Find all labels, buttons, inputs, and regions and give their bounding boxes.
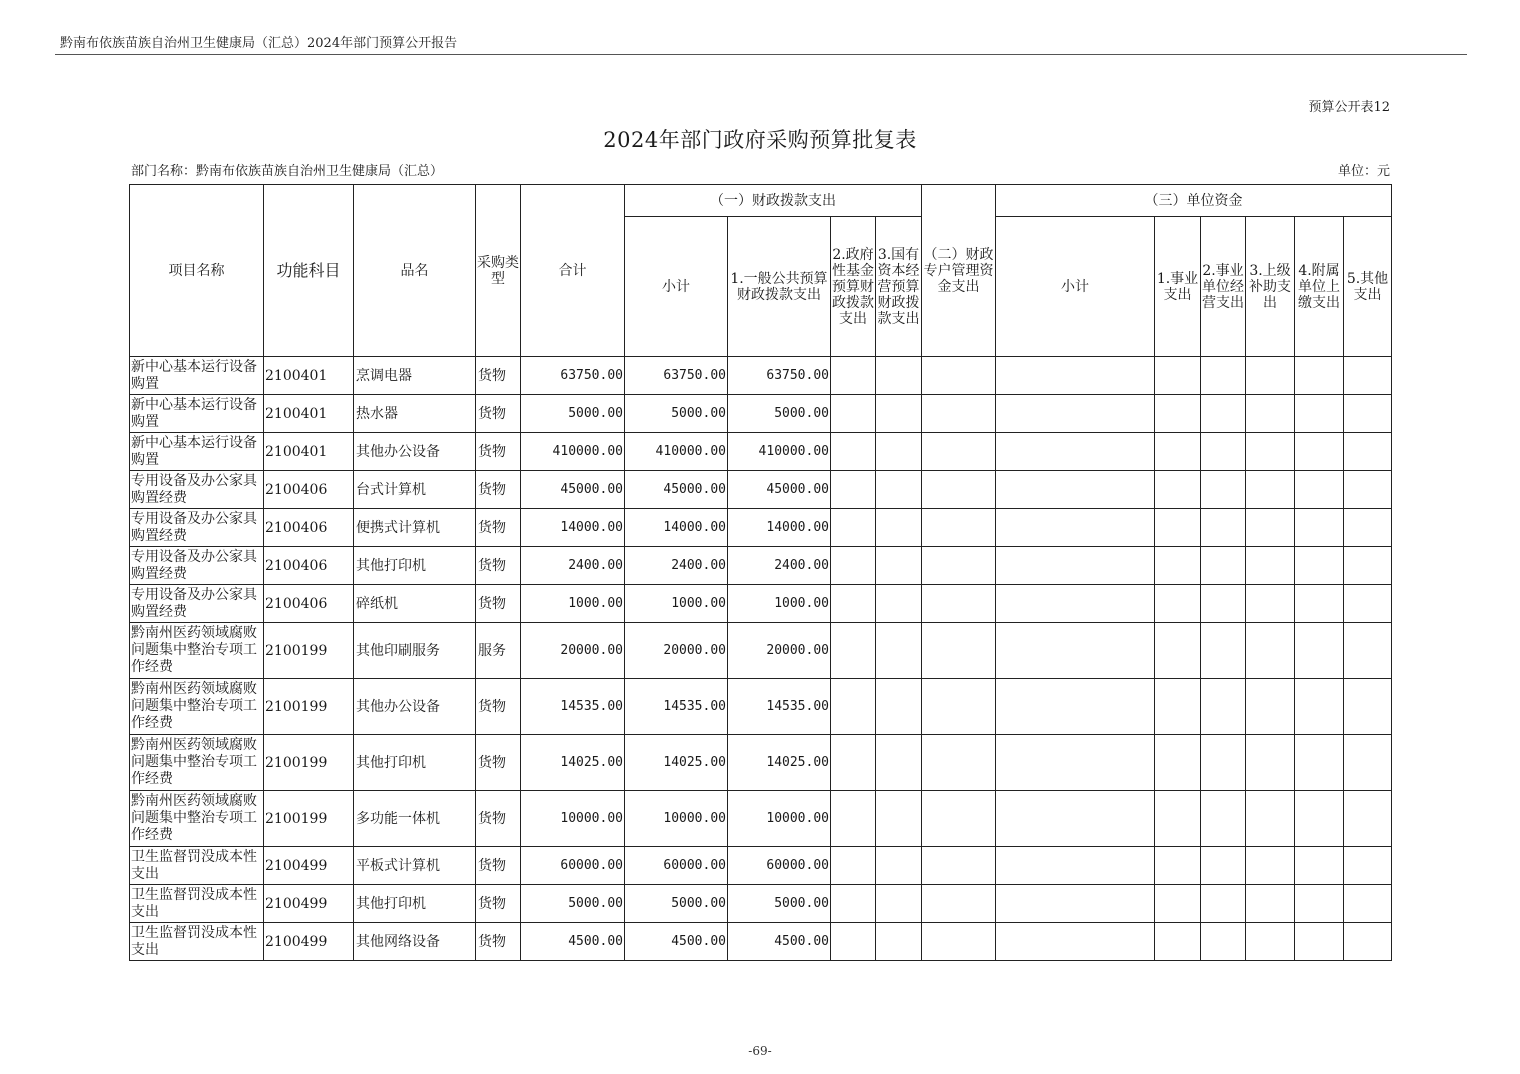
cell-fiscal-subtotal: 5000.00	[625, 395, 728, 433]
cell-other-expense	[1344, 623, 1392, 679]
cell-unit-subtotal	[996, 357, 1155, 395]
cell-state-capital	[876, 623, 922, 679]
cell-other-expense	[1344, 357, 1392, 395]
cell-item-name: 便携式计算机	[354, 509, 476, 547]
cell-superior-subsidy	[1246, 433, 1295, 471]
cell-special-fund	[922, 791, 996, 847]
cell-other-expense	[1344, 509, 1392, 547]
cell-career-operation	[1201, 585, 1246, 623]
cell-fiscal-subtotal: 20000.00	[625, 623, 728, 679]
cell-career-operation	[1201, 735, 1246, 791]
cell-gov-fund	[831, 509, 876, 547]
cell-total: 14025.00	[521, 735, 625, 791]
col-group-unit: （三）单位资金	[996, 185, 1392, 217]
cell-fiscal-subtotal: 45000.00	[625, 471, 728, 509]
cell-function-code: 2100199	[264, 679, 354, 735]
col-purchase-type: 采购类型	[476, 185, 521, 357]
cell-general-budget: 410000.00	[728, 433, 831, 471]
cell-superior-subsidy	[1246, 847, 1295, 885]
cell-general-budget: 45000.00	[728, 471, 831, 509]
cell-career-expense	[1155, 847, 1201, 885]
table-row	[130, 547, 1392, 585]
cell-fiscal-subtotal: 10000.00	[625, 791, 728, 847]
cell-fiscal-subtotal: 14535.00	[625, 679, 728, 735]
cell-total: 410000.00	[521, 433, 625, 471]
cell-special-fund	[922, 735, 996, 791]
cell-state-capital	[876, 735, 922, 791]
cell-total: 60000.00	[521, 847, 625, 885]
unit-label: 单位：元	[1337, 164, 1390, 179]
cell-special-fund	[922, 395, 996, 433]
cell-general-budget: 14025.00	[728, 735, 831, 791]
cell-gov-fund	[831, 679, 876, 735]
cell-affiliated-payment	[1295, 679, 1344, 735]
cell-general-budget: 5000.00	[728, 395, 831, 433]
cell-affiliated-payment	[1295, 885, 1344, 923]
cell-item-name: 其他打印机	[354, 735, 476, 791]
cell-function-code: 2100499	[264, 885, 354, 923]
cell-special-fund	[922, 923, 996, 961]
cell-fiscal-subtotal: 1000.00	[625, 585, 728, 623]
table-row	[130, 885, 1392, 923]
cell-affiliated-payment	[1295, 357, 1344, 395]
cell-project-name: 专用设备及办公家具购置经费	[130, 547, 264, 585]
cell-career-expense	[1155, 585, 1201, 623]
cell-purchase-type: 服务	[476, 623, 521, 679]
col-function-code: 功能科目	[264, 185, 354, 357]
cell-total: 20000.00	[521, 623, 625, 679]
cell-gov-fund	[831, 433, 876, 471]
col-total: 合计	[521, 185, 625, 357]
cell-fiscal-subtotal: 410000.00	[625, 433, 728, 471]
cell-general-budget: 5000.00	[728, 885, 831, 923]
cell-affiliated-payment	[1295, 433, 1344, 471]
cell-superior-subsidy	[1246, 547, 1295, 585]
cell-career-operation	[1201, 509, 1246, 547]
cell-general-budget: 1000.00	[728, 585, 831, 623]
header-divider	[55, 54, 1467, 55]
cell-item-name: 多功能一体机	[354, 791, 476, 847]
col-general-budget: 1.一般公共预算财政拨款支出	[728, 217, 831, 357]
cell-superior-subsidy	[1246, 585, 1295, 623]
cell-other-expense	[1344, 847, 1392, 885]
cell-superior-subsidy	[1246, 509, 1295, 547]
cell-unit-subtotal	[996, 585, 1155, 623]
cell-fiscal-subtotal: 4500.00	[625, 923, 728, 961]
table-row	[130, 357, 1392, 395]
cell-career-expense	[1155, 357, 1201, 395]
cell-unit-subtotal	[996, 885, 1155, 923]
cell-career-expense	[1155, 395, 1201, 433]
col-item-name: 品名	[354, 185, 476, 357]
cell-project-name: 新中心基本运行设备购置	[130, 395, 264, 433]
col-career-expense: 1.事业支出	[1155, 217, 1201, 357]
cell-other-expense	[1344, 471, 1392, 509]
cell-project-name: 新中心基本运行设备购置	[130, 357, 264, 395]
cell-purchase-type: 货物	[476, 471, 521, 509]
cell-total: 45000.00	[521, 471, 625, 509]
cell-unit-subtotal	[996, 847, 1155, 885]
cell-affiliated-payment	[1295, 791, 1344, 847]
cell-career-operation	[1201, 679, 1246, 735]
cell-other-expense	[1344, 395, 1392, 433]
table-row	[130, 585, 1392, 623]
cell-unit-subtotal	[996, 679, 1155, 735]
cell-state-capital	[876, 357, 922, 395]
cell-project-name: 卫生监督罚没成本性支出	[130, 923, 264, 961]
cell-career-expense	[1155, 547, 1201, 585]
cell-item-name: 其他打印机	[354, 547, 476, 585]
cell-state-capital	[876, 679, 922, 735]
cell-gov-fund	[831, 791, 876, 847]
table-row	[130, 509, 1392, 547]
cell-purchase-type: 货物	[476, 433, 521, 471]
cell-state-capital	[876, 791, 922, 847]
cell-state-capital	[876, 923, 922, 961]
cell-special-fund	[922, 509, 996, 547]
cell-superior-subsidy	[1246, 885, 1295, 923]
cell-state-capital	[876, 547, 922, 585]
cell-unit-subtotal	[996, 509, 1155, 547]
cell-function-code: 2100199	[264, 791, 354, 847]
cell-general-budget: 14535.00	[728, 679, 831, 735]
cell-special-fund	[922, 885, 996, 923]
cell-general-budget: 10000.00	[728, 791, 831, 847]
cell-item-name: 热水器	[354, 395, 476, 433]
col-fiscal-subtotal: 小计	[625, 217, 728, 357]
cell-other-expense	[1344, 547, 1392, 585]
cell-total: 14535.00	[521, 679, 625, 735]
cell-project-name: 卫生监督罚没成本性支出	[130, 885, 264, 923]
cell-state-capital	[876, 509, 922, 547]
cell-purchase-type: 货物	[476, 395, 521, 433]
cell-purchase-type: 货物	[476, 885, 521, 923]
cell-total: 10000.00	[521, 791, 625, 847]
cell-function-code: 2100199	[264, 735, 354, 791]
cell-purchase-type: 货物	[476, 679, 521, 735]
cell-special-fund	[922, 623, 996, 679]
cell-unit-subtotal	[996, 395, 1155, 433]
table-code-label: 预算公开表12	[1308, 100, 1390, 115]
cell-total: 1000.00	[521, 585, 625, 623]
cell-total: 5000.00	[521, 885, 625, 923]
col-unit-subtotal: 小计	[996, 217, 1155, 357]
cell-project-name: 黔南州医药领域腐败问题集中整治专项工作经费	[130, 679, 264, 735]
cell-item-name: 其他印刷服务	[354, 623, 476, 679]
cell-career-expense	[1155, 509, 1201, 547]
cell-career-operation	[1201, 357, 1246, 395]
cell-general-budget: 14000.00	[728, 509, 831, 547]
cell-special-fund	[922, 471, 996, 509]
cell-career-operation	[1201, 623, 1246, 679]
cell-function-code: 2100499	[264, 923, 354, 961]
cell-affiliated-payment	[1295, 395, 1344, 433]
cell-project-name: 新中心基本运行设备购置	[130, 433, 264, 471]
cell-unit-subtotal	[996, 547, 1155, 585]
cell-other-expense	[1344, 885, 1392, 923]
cell-gov-fund	[831, 847, 876, 885]
cell-fiscal-subtotal: 14000.00	[625, 509, 728, 547]
col-other-expense: 5.其他支出	[1344, 217, 1392, 357]
table-row	[130, 791, 1392, 847]
cell-item-name: 其他办公设备	[354, 433, 476, 471]
table-row	[130, 433, 1392, 471]
cell-other-expense	[1344, 585, 1392, 623]
col-special-fund: （二）财政专户管理资金支出	[922, 185, 996, 357]
cell-unit-subtotal	[996, 923, 1155, 961]
cell-superior-subsidy	[1246, 357, 1295, 395]
department-label: 部门名称：黔南布依族苗族自治州卫生健康局（汇总）	[131, 164, 444, 179]
cell-affiliated-payment	[1295, 623, 1344, 679]
cell-project-name: 专用设备及办公家具购置经费	[130, 471, 264, 509]
table-row	[130, 623, 1392, 679]
cell-career-expense	[1155, 433, 1201, 471]
cell-state-capital	[876, 395, 922, 433]
cell-purchase-type: 货物	[476, 735, 521, 791]
cell-unit-subtotal	[996, 433, 1155, 471]
cell-purchase-type: 货物	[476, 923, 521, 961]
table-row	[130, 395, 1392, 433]
cell-career-expense	[1155, 791, 1201, 847]
report-header-title: 黔南布依族苗族自治州卫生健康局（汇总）2024年部门预算公开报告	[60, 36, 458, 51]
cell-function-code: 2100406	[264, 509, 354, 547]
cell-other-expense	[1344, 735, 1392, 791]
cell-gov-fund	[831, 357, 876, 395]
cell-affiliated-payment	[1295, 509, 1344, 547]
cell-affiliated-payment	[1295, 471, 1344, 509]
cell-unit-subtotal	[996, 791, 1155, 847]
cell-general-budget: 63750.00	[728, 357, 831, 395]
cell-item-name: 其他打印机	[354, 885, 476, 923]
cell-item-name: 其他网络设备	[354, 923, 476, 961]
cell-other-expense	[1344, 679, 1392, 735]
cell-career-operation	[1201, 395, 1246, 433]
cell-career-operation	[1201, 885, 1246, 923]
procurement-budget-table	[129, 184, 1392, 961]
cell-total: 63750.00	[521, 357, 625, 395]
cell-career-expense	[1155, 735, 1201, 791]
cell-total: 5000.00	[521, 395, 625, 433]
col-career-operation: 2.事业单位经营支出	[1201, 217, 1246, 357]
cell-career-expense	[1155, 679, 1201, 735]
cell-general-budget: 2400.00	[728, 547, 831, 585]
cell-item-name: 其他办公设备	[354, 679, 476, 735]
cell-general-budget: 60000.00	[728, 847, 831, 885]
cell-total: 14000.00	[521, 509, 625, 547]
cell-fiscal-subtotal: 60000.00	[625, 847, 728, 885]
cell-other-expense	[1344, 791, 1392, 847]
cell-gov-fund	[831, 923, 876, 961]
cell-superior-subsidy	[1246, 679, 1295, 735]
cell-superior-subsidy	[1246, 395, 1295, 433]
col-gov-fund: 2.政府性基金预算财政拨款支出	[831, 217, 876, 357]
cell-special-fund	[922, 547, 996, 585]
table-row	[130, 923, 1392, 961]
cell-function-code: 2100401	[264, 395, 354, 433]
cell-gov-fund	[831, 471, 876, 509]
cell-affiliated-payment	[1295, 923, 1344, 961]
cell-function-code: 2100401	[264, 433, 354, 471]
cell-project-name: 黔南州医药领域腐败问题集中整治专项工作经费	[130, 623, 264, 679]
cell-project-name: 专用设备及办公家具购置经费	[130, 509, 264, 547]
cell-state-capital	[876, 471, 922, 509]
cell-function-code: 2100199	[264, 623, 354, 679]
cell-function-code: 2100401	[264, 357, 354, 395]
cell-project-name: 专用设备及办公家具购置经费	[130, 585, 264, 623]
cell-fiscal-subtotal: 5000.00	[625, 885, 728, 923]
cell-career-operation	[1201, 791, 1246, 847]
cell-career-expense	[1155, 885, 1201, 923]
cell-gov-fund	[831, 885, 876, 923]
cell-special-fund	[922, 433, 996, 471]
cell-item-name: 台式计算机	[354, 471, 476, 509]
col-project-name: 项目名称	[130, 185, 264, 357]
cell-career-operation	[1201, 433, 1246, 471]
cell-unit-subtotal	[996, 623, 1155, 679]
cell-unit-subtotal	[996, 471, 1155, 509]
cell-affiliated-payment	[1295, 547, 1344, 585]
cell-state-capital	[876, 585, 922, 623]
cell-fiscal-subtotal: 14025.00	[625, 735, 728, 791]
cell-affiliated-payment	[1295, 735, 1344, 791]
cell-affiliated-payment	[1295, 585, 1344, 623]
cell-affiliated-payment	[1295, 847, 1344, 885]
cell-career-operation	[1201, 547, 1246, 585]
cell-gov-fund	[831, 585, 876, 623]
cell-superior-subsidy	[1246, 791, 1295, 847]
cell-total: 4500.00	[521, 923, 625, 961]
cell-career-operation	[1201, 847, 1246, 885]
page-title: 2024年部门政府采购预算批复表	[603, 128, 917, 152]
cell-special-fund	[922, 357, 996, 395]
cell-function-code: 2100406	[264, 547, 354, 585]
col-state-capital: 3.国有资本经营预算财政拨款支出	[876, 217, 922, 357]
cell-career-operation	[1201, 923, 1246, 961]
cell-state-capital	[876, 847, 922, 885]
cell-state-capital	[876, 433, 922, 471]
cell-special-fund	[922, 847, 996, 885]
table-body	[130, 357, 1392, 961]
cell-project-name: 黔南州医药领域腐败问题集中整治专项工作经费	[130, 735, 264, 791]
table-row	[130, 847, 1392, 885]
table-row	[130, 471, 1392, 509]
cell-fiscal-subtotal: 63750.00	[625, 357, 728, 395]
cell-other-expense	[1344, 923, 1392, 961]
cell-career-expense	[1155, 623, 1201, 679]
cell-total: 2400.00	[521, 547, 625, 585]
cell-purchase-type: 货物	[476, 509, 521, 547]
col-group-fiscal: （一）财政拨款支出	[625, 185, 922, 217]
cell-gov-fund	[831, 623, 876, 679]
cell-function-code: 2100406	[264, 585, 354, 623]
table-row	[130, 679, 1392, 735]
cell-gov-fund	[831, 547, 876, 585]
cell-project-name: 卫生监督罚没成本性支出	[130, 847, 264, 885]
page-number: -69-	[748, 1044, 772, 1058]
cell-purchase-type: 货物	[476, 847, 521, 885]
cell-item-name: 平板式计算机	[354, 847, 476, 885]
col-superior-subsidy: 3.上级补助支出	[1246, 217, 1295, 357]
cell-general-budget: 20000.00	[728, 623, 831, 679]
cell-special-fund	[922, 585, 996, 623]
cell-gov-fund	[831, 395, 876, 433]
cell-function-code: 2100406	[264, 471, 354, 509]
cell-career-expense	[1155, 923, 1201, 961]
cell-unit-subtotal	[996, 735, 1155, 791]
cell-special-fund	[922, 679, 996, 735]
cell-project-name: 黔南州医药领域腐败问题集中整治专项工作经费	[130, 791, 264, 847]
table-row	[130, 735, 1392, 791]
cell-other-expense	[1344, 433, 1392, 471]
cell-item-name: 烹调电器	[354, 357, 476, 395]
cell-purchase-type: 货物	[476, 585, 521, 623]
cell-career-expense	[1155, 471, 1201, 509]
cell-gov-fund	[831, 735, 876, 791]
cell-purchase-type: 货物	[476, 791, 521, 847]
cell-career-operation	[1201, 471, 1246, 509]
cell-superior-subsidy	[1246, 735, 1295, 791]
cell-superior-subsidy	[1246, 923, 1295, 961]
cell-fiscal-subtotal: 2400.00	[625, 547, 728, 585]
col-affiliated-payment: 4.附属单位上缴支出	[1295, 217, 1344, 357]
cell-general-budget: 4500.00	[728, 923, 831, 961]
cell-superior-subsidy	[1246, 623, 1295, 679]
cell-item-name: 碎纸机	[354, 585, 476, 623]
cell-function-code: 2100499	[264, 847, 354, 885]
cell-purchase-type: 货物	[476, 357, 521, 395]
cell-state-capital	[876, 885, 922, 923]
cell-purchase-type: 货物	[476, 547, 521, 585]
cell-superior-subsidy	[1246, 471, 1295, 509]
